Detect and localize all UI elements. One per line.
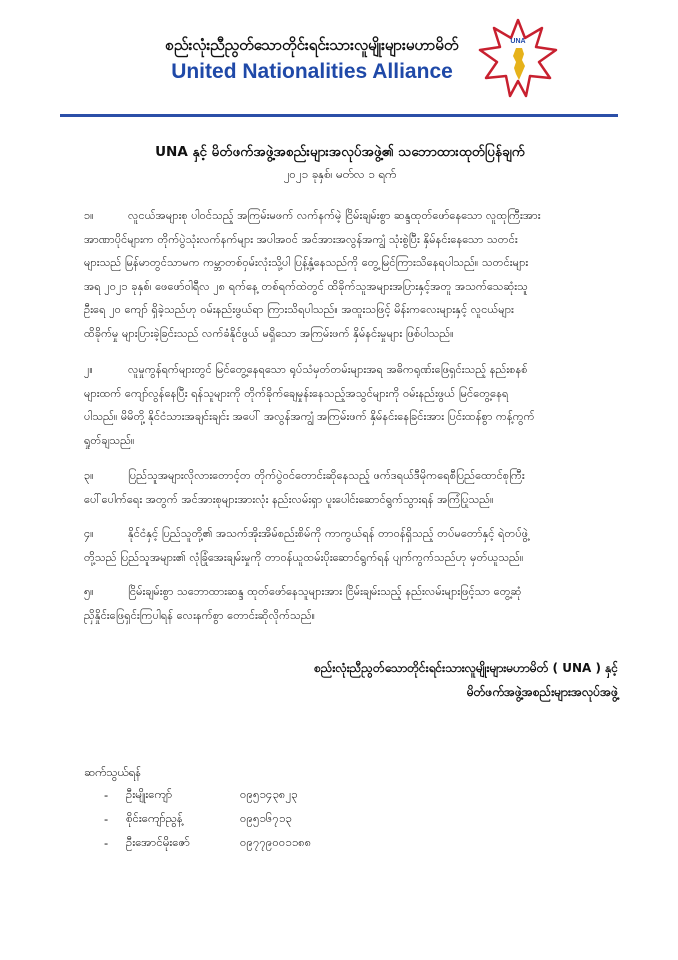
una-logo-icon [478,18,558,98]
contact-row: - ဦးအောင်မိုးဇော် ၀၉၇၇၉၀၀၁၁၈၈ [104,831,464,855]
org-name-myanmar: စည်းလုံးညီညွတ်သောတိုင်းရင်းသားလူမျိုးများမဟာမိတ် [165,36,459,54]
contact-name: ဦးအောင်မိုးဇော် [126,834,191,849]
paragraph-number: ၄။ [84,527,94,540]
letterhead [0,0,678,118]
paragraph-number: ၂။ [84,363,93,376]
contact-name: ဦးမျိုးကျော် [126,786,173,801]
contact-row: - ဦးမျိုးကျော် ၀၉၅၁၄၃၈၂၃ [104,783,464,807]
header-divider [60,114,618,117]
contact-heading: ဆက်သွယ်ရန် [84,765,142,779]
logo-text: UNA [510,38,526,45]
contact-name: စိုင်းကျော်ညွန့် [126,810,183,825]
contact-phone: ၀၉၅၁၄၃၈၂၃ [240,786,298,801]
signature-block [240,656,618,704]
paragraph-4: ၄။ နိုင်ငံနှင့် ပြည်သူတို့၏ အသက်အိုးအိမ်စည်းစိမ်ကို ကာကွယ်ရန် တာဝန်ရှိသည့် တပ်မတော်နှင့် ရဲတပ်ဖွဲ့ တို့သည် ပြည်သူအများ၏ လုံခြုံအေးချမ်းမှုကို တာဝန်ယူထမ်းပိုးဆောင်ရွက်ရန် ပျက်ကွက်သည်ဟု မှတ်ယူသည်။ [84,522,612,569]
signature-line-2: မိတ်ဖက်အဖွဲ့အစည်းများအလုပ်အဖွဲ့ [466,685,618,699]
paragraph-number: ၃။ [84,469,94,482]
contact-phone: ၀၉၇၇၉၀၀၁၁၈၈ [240,834,312,849]
paragraph-number: ၅။ [84,585,94,598]
statement-title: UNA နှင့် မိတ်ဖက်အဖွဲ့အစည်းများအလုပ်အဖွဲ့၏ သဘောထားထုတ်ပြန်ချက် [155,144,525,160]
contact-list [104,783,464,855]
paragraph-5: ၅။ ငြိမ်းချမ်းစွာ သဘောထားဆန္ဒ ထုတ်ဖော်နေသူများအား ငြိမ်းချမ်းသည့် နည်းလမ်းများဖြင့်သာ တွေ့ဆုံ ညှိနှိုင်းဖြေရှင်းကြပါရန် လေးနက်စွာ တောင်းဆိုလိုက်သည်။ [84,580,612,627]
signature-line-1: စည်းလုံးညီညွတ်သောတိုင်းရင်းသားလူမျိုးများမဟာမိတ် ( UNA ) နှင့် [314,661,618,675]
paragraph-1: ၁။ လူငယ်အများစု ပါဝင်သည့် အကြမ်းမဖက် လက်နက်မဲ့ ငြိမ်းချမ်းစွာ ဆန္ဒထုတ်ဖော်နေသော လူထုကြီးအား အာဏာပိုင်များက တိုက်ပွဲသုံးလက်နက်များ အပါအဝင် အင်အားအလွန်အကျွံ သုံးစွဲပြီး နှိမ်နင်းနေသော သတင်း များသည် မြန်မာတွင်သာမက ကမ္ဘာတစ်ဝှမ်းလုံးသို့ပါ ပြန့်နှံ့နေသည်ကို တွေ့မြင်ကြားသိနေရပါသည်။ သတင်းများ အရ ၂၀၂၁ ခုနှစ်၊ ဖေဖော်ဝါရီလ ၂၈ ရက်နေ့ တစ်ရက်ထဲတွင် ထိခိုက်သူအများအပြားနှင့်အတူ အသက်သေဆုံးသူ ဦးရေ ၂၀ ကျော် ရှိခဲ့သည်ဟု ဝမ်းနည်းဖွယ်ရာ ကြားသိရပါသည်။ အထူးသဖြင့် မိန်းကလေးများနှင့် လူငယ်များ ထိခိုက်မှု များပြားခဲ့ခြင်းသည် လက်ခံနိုင်ဖွယ် မရှိသော အကြမ်းဖက် နှိမ်နင်းမှုများ ဖြစ်ပါသည်။ [84,204,612,345]
org-name-english: United Nationalities Alliance [171,60,453,83]
contact-row: - စိုင်းကျော်ညွန့် ၀၉၅၁၆၇၁၃ [104,807,464,831]
contact-phone: ၀၉၅၁၆၇၁၃ [240,810,292,825]
paragraph-3: ၃။ ပြည်သူအများလိုလားတောင့်တ တိုက်ပွဲဝင်တောင်းဆိုနေသည့် ဖက်ဒရယ်ဒီမိုကရေစီပြည်ထောင်စုကြီး ပေါ်ပေါက်ရေး အတွက် အင်အားစုများအားလုံး နည်းလမ်းရှာ ပူးပေါင်းဆောင်ရွက်သွားရန် အကြံပြုသည်။ [84,464,612,511]
paragraph-number: ၁။ [84,209,94,222]
statement-date: ၂၀၂၁ ခုနှစ်၊ မတ်လ ၁ ရက် [283,167,397,181]
paragraph-2: ၂။ လူမှုကွန်ရက်များတွင် မြင်တွေ့နေရသော ရုပ်သံမှတ်တမ်းများအရ အဓိကရုဏ်းဖြေရှင်းသည့် နည်းစနစ် များထက် ကျော်လွန်နေပြီး ရန်သူများကို တိုက်ခိုက်ချေမှုန်းနေသည့်အသွင်များကို ဝမ်းနည်းဖွယ် မြင်တွေ့နေရ ပါသည်။ မိမိတို့ နိုင်ငံသားအချင်းချင်း အပေါ် အလွန်အကျွံ အကြမ်းဖက် နှိမ်နင်းနေခြင်းအား ပြင်းထန်စွာ ကန့်ကွက် ရှုတ်ချသည်။ [84,358,612,452]
